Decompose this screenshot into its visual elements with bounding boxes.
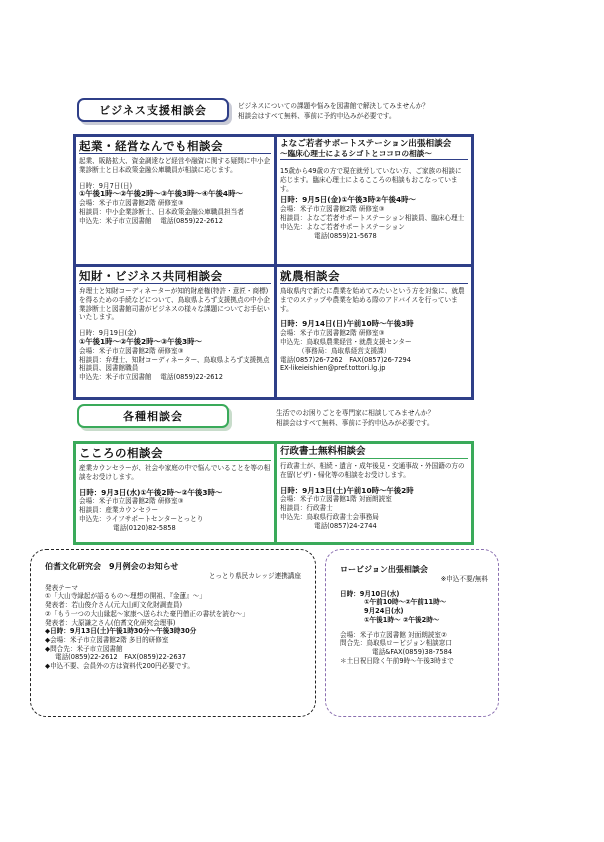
yonago-description: 15歳から49歳の方で現在就労していない方、ご家族の相談に応じます。臨床心理士によるこころの相談もおこなっています。 bbox=[280, 167, 462, 193]
hakusho-venue: ◆会場：米子市立図書館2階 多目的研修室 bbox=[45, 635, 169, 644]
gyosei-date: 日時：9月13日(土)午前10時～午後2時 bbox=[280, 485, 414, 495]
lowvision-date-2-times: ①午後1時～ ②午後2時～ bbox=[364, 615, 440, 624]
various-note-line: 生活でのお困りごとを専門家に相談してみませんか？ bbox=[276, 409, 435, 417]
keiei-title: 起業・経営なんでも相談会 bbox=[79, 139, 271, 154]
kokoro-title: こころの相談会 bbox=[79, 446, 271, 461]
lowvision-contact: 問合先：鳥取県ロービジョン相談窓口 bbox=[340, 639, 452, 648]
kokoro-contact: 申込先：ライフサポートセンターとっとり bbox=[79, 514, 204, 523]
gyosei-venue: 会場：米子市立図書館1階 対面朗読室 bbox=[280, 495, 392, 504]
hakusho-theme-2: ②「もう一つの大山縁起～家康へ送られた豪円僧正の書状を読む～」 bbox=[45, 609, 249, 618]
chizai-date: 日時：9月19日(金) bbox=[79, 329, 137, 338]
keiei-contact: 申込先：米子市立図書館 電話(0859)22-2612 bbox=[79, 216, 223, 225]
various-note-line: 相談会はすべて無料、事前に予約申込みが必要です。 bbox=[276, 419, 434, 427]
hakusho-theme-label: 発表テーマ bbox=[45, 583, 78, 592]
chizai-description: 弁理士と知財コーディネーターが知的財産権(特許・意匠・商標)を得るための手続などについて、鳥取県よろず支援拠点の中小企業診断士と図書館司書がビジネスの様々な課題についてお手伝いいたします。 bbox=[79, 287, 270, 322]
shuno-office: （事務局：鳥取県経営支援課） bbox=[298, 346, 391, 355]
business-section-note bbox=[238, 101, 488, 121]
yonago-advisor: 相談員：よなご若者サポートステーション相談員、臨床心理士 bbox=[280, 213, 465, 222]
yonago-subtitle: ～臨床心理士によるシゴトとココロの相談～ bbox=[280, 149, 468, 160]
shuno-date: 日時：9月14日(日)午前10時～午後3時 bbox=[280, 319, 414, 329]
shuno-phone-fax: 電話(0857)26-7262 FAX(0857)26-7294 bbox=[280, 355, 411, 364]
yonago-venue: 会場：米子市立図書館2階 研修室③ bbox=[280, 205, 385, 214]
yonago-contact: 申込先：よなご若者サポートステーション bbox=[280, 222, 405, 231]
kokoro-consultation-cell bbox=[76, 444, 274, 542]
lowvision-hours-note: ＊土日祝日除く午前9時～午後3時まで bbox=[340, 656, 454, 665]
yonago-title: よなご若者サポートステーション出張相談会 bbox=[280, 139, 452, 149]
yonago-consultation-cell bbox=[274, 137, 471, 264]
hakusho-fee-note: ◆申込不要、会員外の方は資料代200円必要です。 bbox=[45, 662, 195, 671]
kokoro-advisor: 相談員：産業カウンセラー bbox=[79, 506, 159, 515]
keiei-times: ①午後1時～②午後2時～③午後3時～④午後4時～ bbox=[79, 189, 243, 199]
lowvision-date-2: 9月24日(水) bbox=[364, 607, 404, 616]
business-section-title: ビジネス支援相談会 bbox=[99, 104, 207, 117]
hakusho-presenter-1: 発表者：若山俊介さん(元大山町文化財調査員) bbox=[45, 601, 183, 610]
shuno-title: 就農相談会 bbox=[280, 269, 468, 284]
hakusho-contact: ◆問合先：米子市立図書館 bbox=[45, 644, 123, 653]
chizai-contact: 申込先：米子市立図書館 電話(0859)22-2612 bbox=[79, 373, 223, 382]
chizai-title: 知財・ビジネス共同相談会 bbox=[79, 269, 271, 284]
gyosei-consultation-cell bbox=[274, 444, 471, 542]
shuno-consultation-cell bbox=[274, 264, 471, 397]
yonago-phone: 電話(0859)21-5678 bbox=[314, 231, 377, 240]
shuno-contact: 申込先：鳥取県農業経営・就農支援センター bbox=[280, 337, 412, 346]
lowvision-venue: 会場：米子市立図書館 対面朗読室② bbox=[340, 630, 447, 639]
lowvision-note: ※申込不要/無料 bbox=[440, 575, 488, 583]
hakusho-sponsor: とっとり県民カレッジ連携講座 bbox=[208, 572, 301, 580]
hakusho-presenter-2: 発表者：大原謙之さん(伯耆文化研究会理事) bbox=[45, 618, 176, 627]
lowvision-date-1: 日時：9月10日(水) bbox=[340, 589, 400, 598]
keiei-advisor: 相談員：中小企業診断士、日本政策金融公庫職員担当者 bbox=[79, 207, 244, 216]
various-section-header bbox=[77, 404, 229, 428]
kokoro-phone: 電話(0120)82-5858 bbox=[113, 523, 176, 532]
kokoro-date: 日時：9月3日(水)①午後2時～②午後3時～ bbox=[79, 487, 223, 497]
keiei-date: 日時：9月7日(日) bbox=[79, 181, 133, 190]
business-note-line: ビジネスについての課題や悩みを図書館で解決してみませんか？ bbox=[238, 102, 429, 110]
business-section-header bbox=[77, 98, 229, 122]
hakusho-theme-1: ①「大山寺縁起が語るもの～理想の開祖、『金蓮』～」 bbox=[45, 592, 206, 601]
gyosei-advisor: 相談員：行政書士 bbox=[280, 504, 333, 513]
hakusho-phone-fax: 電話(0859)22-2612 FAX(0859)22-2637 bbox=[55, 653, 186, 662]
chizai-venue: 会場：米子市立図書館2階 研修室③ bbox=[79, 346, 184, 355]
hakusho-date: ◆日時：9月13日(土)午後1時30分～午後3時30分 bbox=[45, 627, 197, 636]
various-section-title: 各種相談会 bbox=[123, 410, 183, 423]
various-consultation-grid bbox=[73, 441, 474, 545]
business-note-line: 相談会はすべて無料、事前に予約申込みが必要です。 bbox=[238, 112, 396, 120]
keiei-description: 起業、販路拡大、資金調達など経営や融資に関する疑問に中小企業診断士と日本政策金融公庫職員が相談に応じます。 bbox=[79, 157, 271, 174]
gyosei-title: 行政書士無料相談会 bbox=[280, 446, 468, 459]
hakusho-title: 伯耆文化研究会 9月例会のお知らせ bbox=[45, 562, 179, 571]
keiei-consultation-cell bbox=[76, 137, 274, 264]
yonago-date: 日時：9月5日(金)①午後3時②午後4時～ bbox=[280, 195, 416, 205]
hakusho-meeting-box bbox=[30, 549, 316, 717]
lowvision-date-1-times: ①午前10時～②午前11時～ bbox=[364, 598, 447, 607]
keiei-venue: 会場：米子市立図書館2階 研修室③ bbox=[79, 199, 184, 208]
chizai-times: ①午後1時～②午後2時～③午後3時～ bbox=[79, 336, 202, 346]
lowvision-consultation-box bbox=[325, 549, 499, 717]
chizai-advisor: 相談員：弁理士、知財コーディネーター、鳥取県よろず支援拠点相談員、図書館職員 bbox=[79, 355, 270, 373]
lowvision-phone-fax: 電話&FAX(0859)38-7584 bbox=[372, 647, 453, 656]
kokoro-description: 産業カウンセラーが、社会や家庭の中で悩んでいることを等の相談をお受けします。 bbox=[79, 464, 271, 481]
kokoro-venue: 会場：米子市立図書館2階 研修室③ bbox=[79, 497, 184, 506]
gyosei-description: 行政書士が、相続・遺言・成年後見・交通事故・外国籍の方の在留(ビザ)・帰化等の相談をお受けします。 bbox=[280, 462, 465, 479]
business-consultation-grid bbox=[73, 134, 474, 400]
various-section-note bbox=[276, 408, 526, 428]
gyosei-phone: 電話(0857)24-2744 bbox=[314, 521, 377, 530]
chizai-consultation-cell bbox=[76, 264, 274, 397]
lowvision-title: ロービジョン出張相談会 bbox=[340, 565, 428, 574]
shuno-email: EX-likeieishien@pref.tottori.lg.jp bbox=[280, 364, 386, 373]
gyosei-contact: 申込先：鳥取県行政書士会事務局 bbox=[280, 512, 379, 521]
shuno-description: 鳥取県内で新たに農業を始めてみたいという方を対象に、就農までのステップや農業を始める際のアドバイスを行っています。 bbox=[280, 287, 465, 313]
shuno-venue: 会場：米子市立図書館2階 研修室③ bbox=[280, 329, 385, 338]
